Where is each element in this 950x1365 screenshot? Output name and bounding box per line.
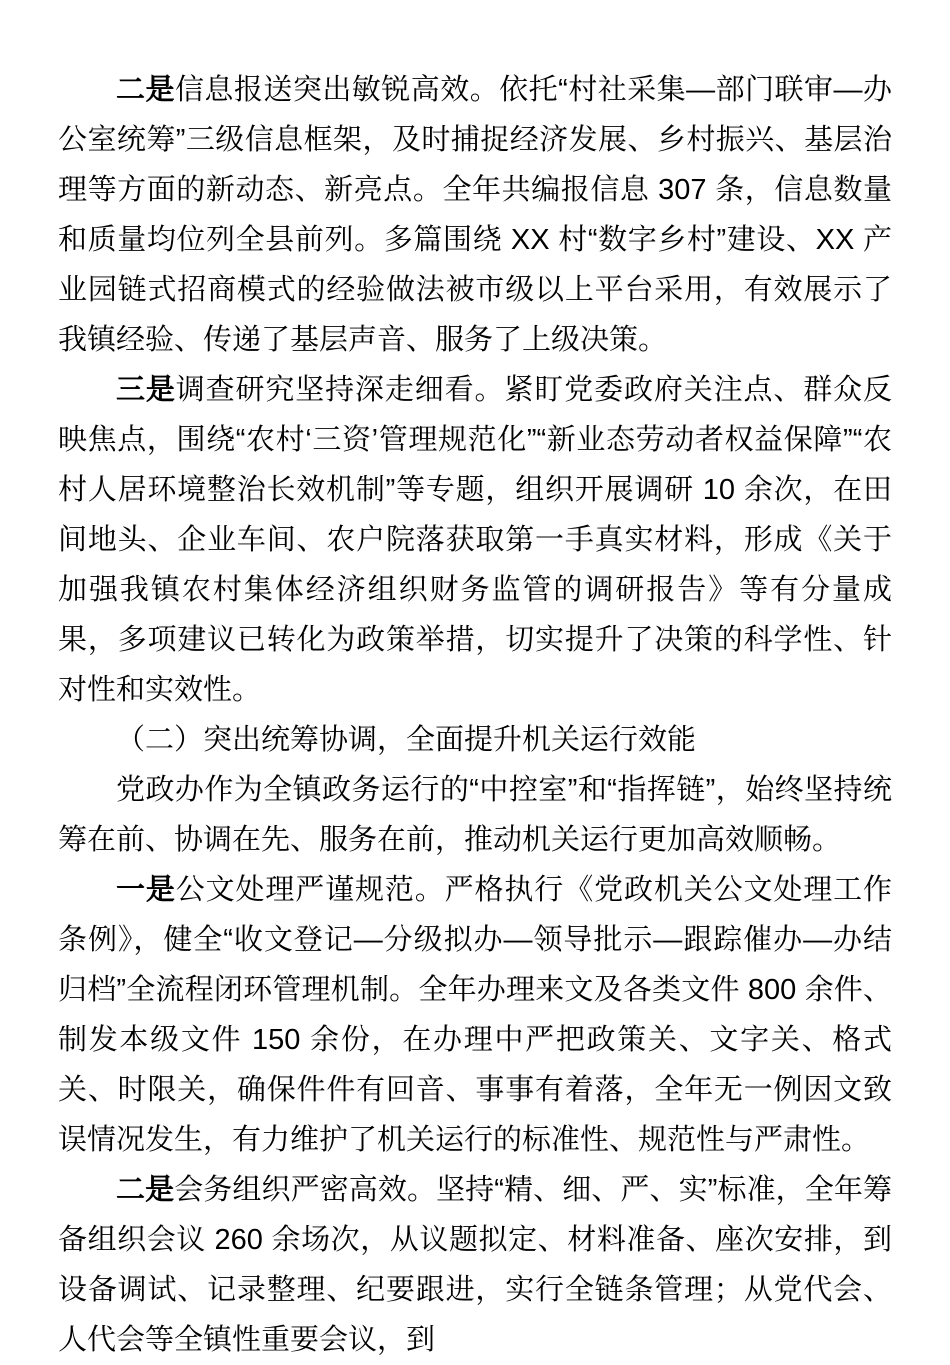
section-heading-text: （二）突出统筹协调，全面提升机关运行效能 (116, 724, 697, 756)
para-document-handling (58, 865, 892, 1165)
para-text-information-reporting: 信息报送突出敏锐高效。依托“村社采集—部门联审—办公室统筹”三级信息框架，及时捕捉经济发展、乡村振兴、基层治理等方面的新动态、新亮点。全年共编报信息 307 条，信息数量和质量均位列全县前列。多篇围绕 XX 村“数字乡村”建设、XX 产业园链式招商模式的经验做法被市级以上平台采用，有效展示了我镇经验、传递了基层声音、服务了上级决策。 (58, 74, 892, 356)
para-text-document-handling: 公文处理严谨规范。严格执行《党政机关公文处理工作条例》，健全“收文登记—分级拟办—领导批示—跟踪催办—办结归档”全流程闭环管理机制。全年办理来文及各类文件 800 余件、制发本级文件 150 余份，在办理中严把政策关、文字关、格式关、时限关，确保件件有回音、事事有着落，全年无一例因文致误情况发生，有力维护了机关运行的标准性、规范性与严肃性。 (58, 874, 892, 1156)
para-meeting-organization (58, 1165, 892, 1365)
para-lead-document-handling: 一是 (116, 874, 176, 906)
section-heading (58, 715, 892, 765)
para-lead-investigation-research: 三是 (116, 374, 176, 406)
para-lead-information-reporting: 二是 (116, 74, 175, 106)
para-text-section-intro: 党政办作为全镇政务运行的“中控室”和“指挥链”，始终坚持统筹在前、协调在先、服务在前，推动机关运行更加高效顺畅。 (58, 774, 892, 856)
para-section-intro (58, 765, 892, 865)
para-text-meeting-organization: 会务组织严密高效。坚持“精、细、严、实”标准，全年筹备组织会议 260 余场次，从议题拟定、材料准备、座次安排，到设备调试、记录整理、纪要跟进，实行全链条管理；从党代会、人代会等全镇性重要会议，到 (58, 1174, 892, 1356)
para-text-investigation-research: 调查研究坚持深走细看。紧盯党委政府关注点、群众反映焦点，围绕“农村‘三资’管理规范化”“新业态劳动者权益保障”“农村人居环境整治长效机制”等专题，组织开展调研 10 余次，在田间地头、企业车间、农户院落获取第一手真实材料，形成《关于加强我镇农村集体经济组织财务监管的调研报告》等有分量成果，多项建议已转化为政策举措，切实提升了决策的科学性、针对性和实效性。 (58, 374, 892, 706)
para-information-reporting (58, 65, 892, 365)
para-investigation-research (58, 365, 892, 715)
para-lead-meeting-organization: 二是 (116, 1174, 175, 1206)
